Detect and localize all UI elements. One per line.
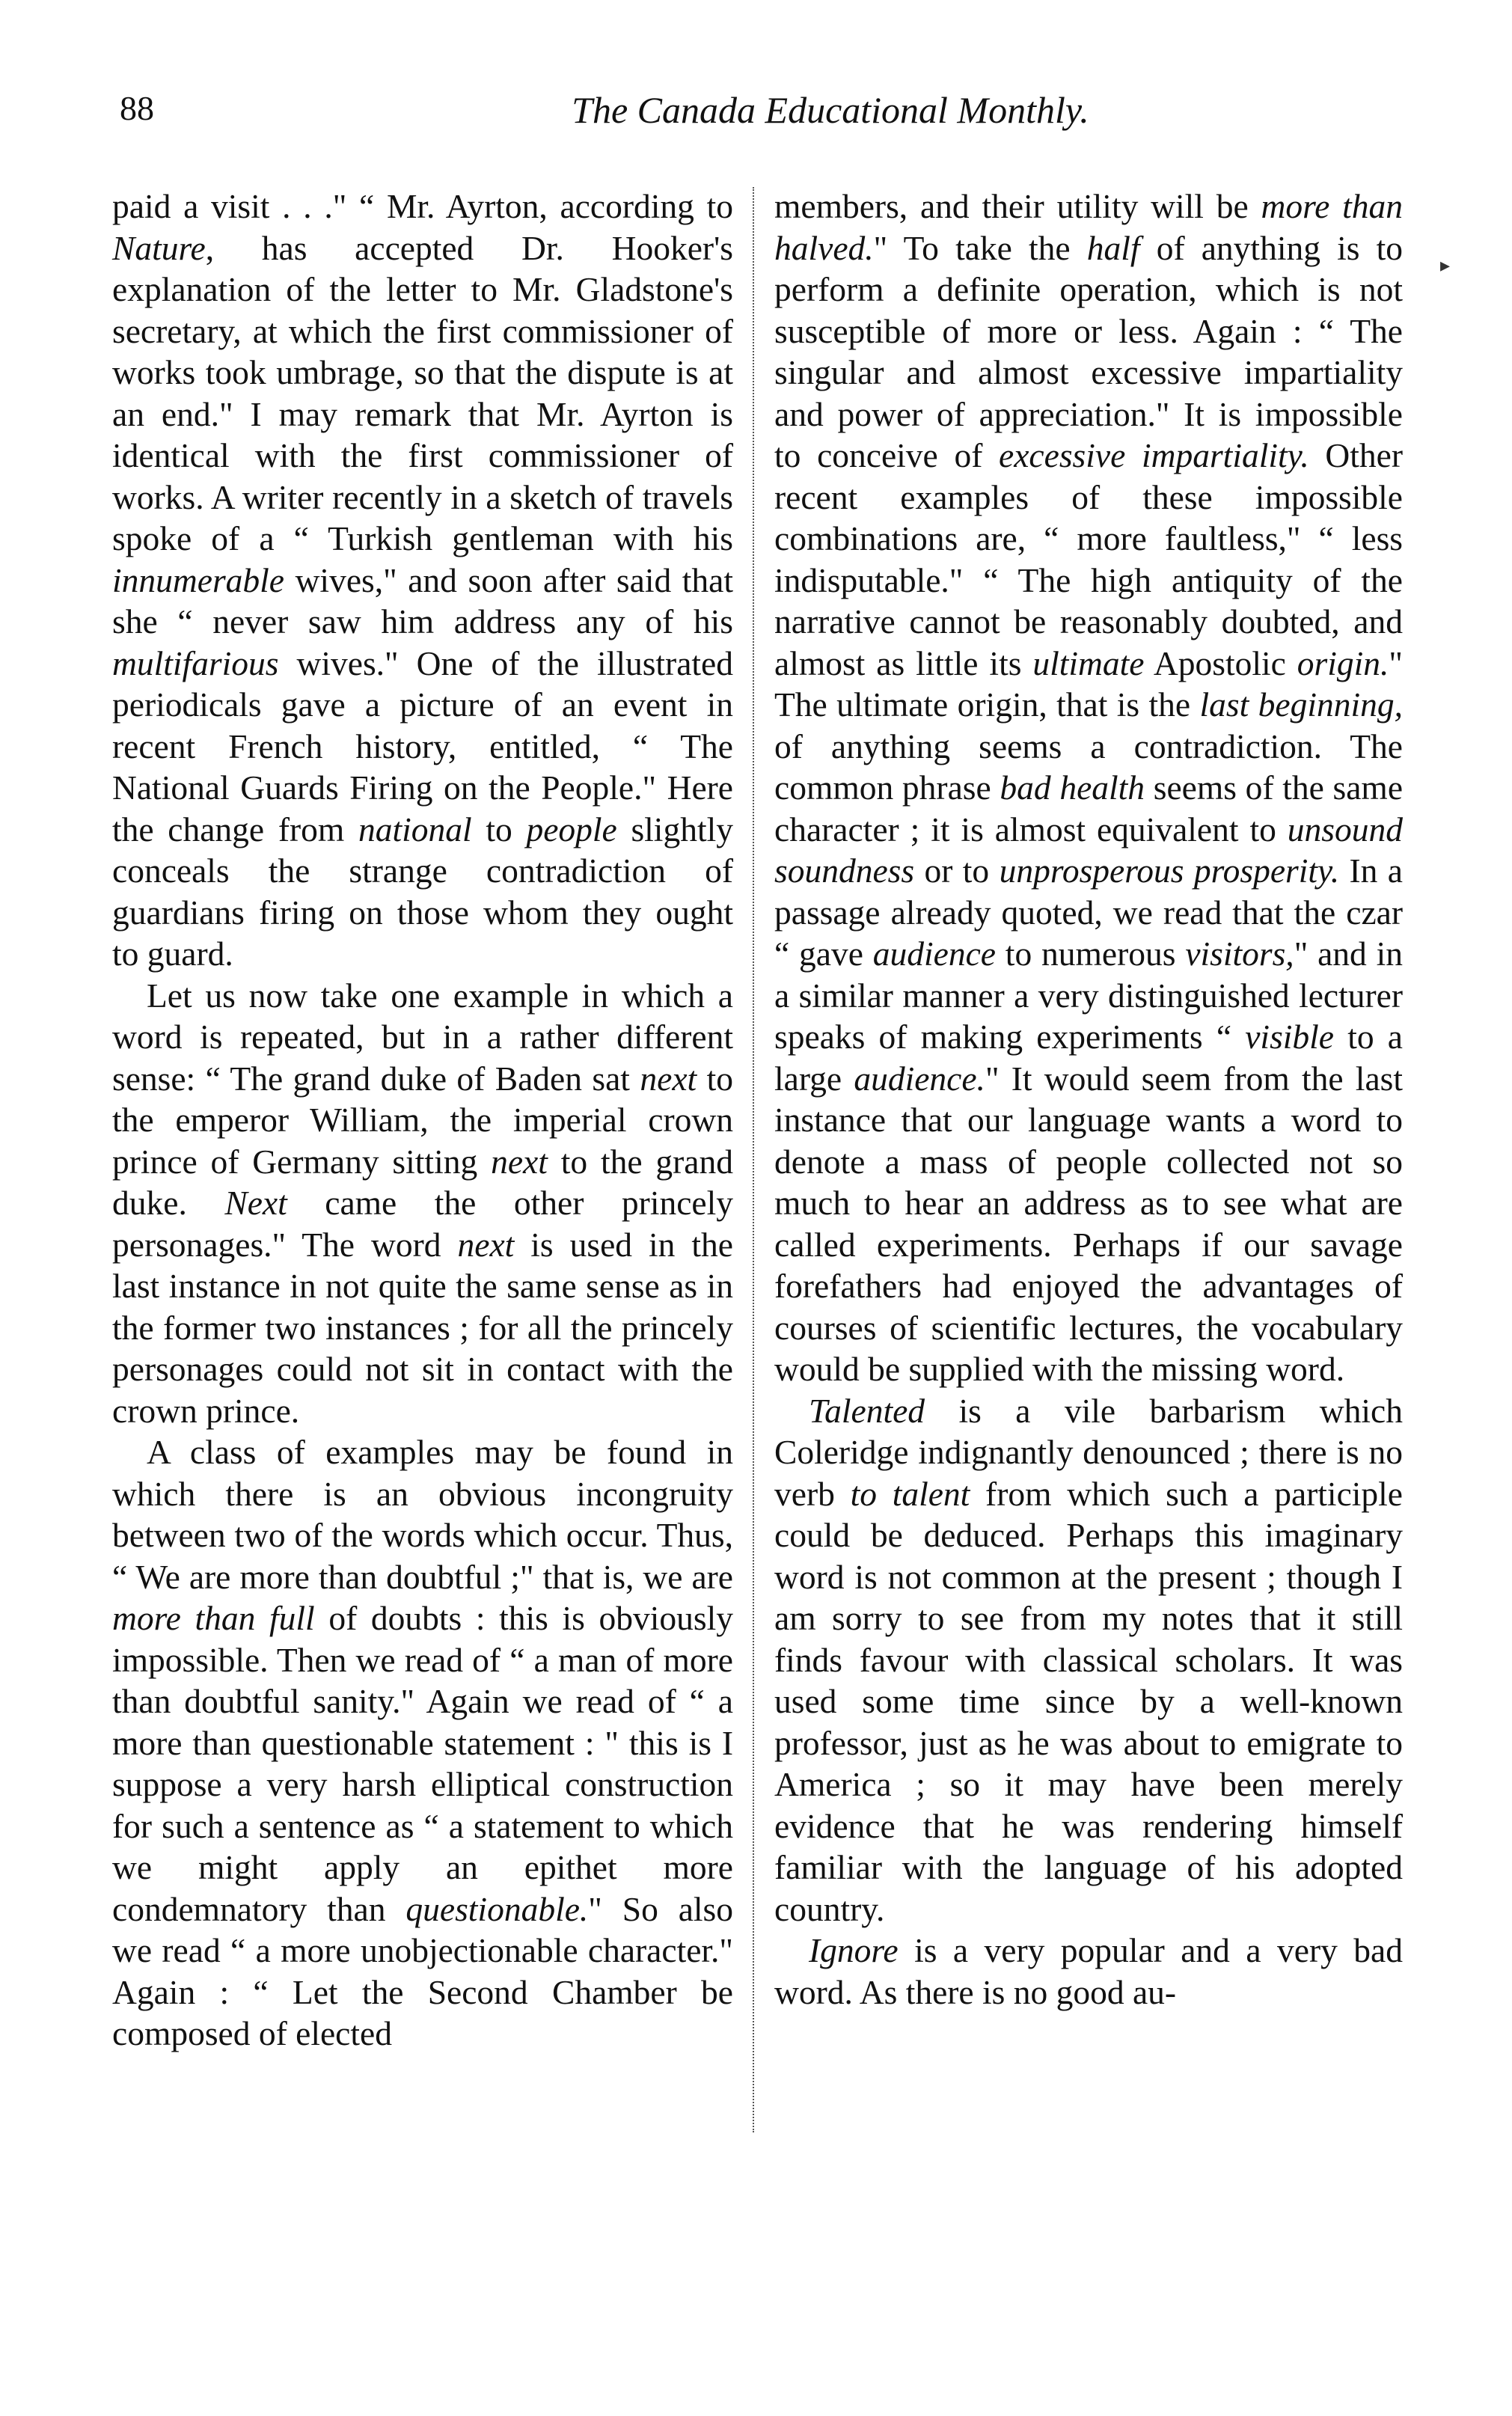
text-run: wives," and soon after said that she “ never saw him address any of his bbox=[112, 560, 733, 640]
right-paragraph-1 bbox=[774, 186, 1403, 1390]
italic-run: more than halved. bbox=[774, 187, 1403, 267]
italic-run: bad health bbox=[1000, 768, 1145, 807]
italic-run: audience. bbox=[854, 1059, 985, 1098]
text-run: is a vile barbarism which Coleridge indignantly denounced ; there is no verb bbox=[774, 1391, 1403, 1513]
page-number: 88 bbox=[120, 89, 154, 127]
text-run: " The ultimate origin, that is the bbox=[774, 643, 1403, 724]
text-run: Other recent examples of these impossible combinations are, “ more faultless," “ less indisputable." “ The high antiquity of the narrative cannot be reasonably doubted, and almost as little its bbox=[774, 436, 1403, 682]
text-run: of anything is to perform a definite operation, which is not susceptible of more or less. Again : “ The singular and almost excessive impartiality and power of appreciation." It is impossible to conceive of bbox=[774, 228, 1403, 474]
italic-run: Talented bbox=[809, 1391, 925, 1430]
italic-run: visitors, bbox=[1185, 935, 1294, 973]
text-run: " So also we read “ a more unobjectionable character." Again : “ Let the Second Chamber be composed of elected bbox=[112, 1889, 733, 2052]
text-run: to the emperor William, the imperial crown prince of Germany sitting bbox=[112, 1059, 733, 1181]
italic-run: to talent bbox=[850, 1474, 970, 1513]
text-run: Let us now take one example in which a word is repeated, but in a rather different sense: “ The grand duke of Baden sat bbox=[112, 976, 733, 1098]
italic-run: Ignore bbox=[809, 1931, 899, 1969]
italic-run: innumerable bbox=[112, 560, 284, 599]
text-run: of doubts : this is obviously impossible. Then we read of “ a man of more than doubtful sanity." Again we read of “ a more than questionable statement : " this is I suppose a very harsh elliptical construction for such a sentence as “ a statement to which we might apply an epithet more condemnatory than bbox=[112, 1599, 734, 1928]
italic-run: multifarious bbox=[112, 643, 279, 682]
text-run: or to bbox=[914, 851, 1000, 890]
column-divider bbox=[753, 187, 754, 2132]
italic-run: Nature bbox=[112, 228, 206, 267]
margin-arrow-icon: ▸ bbox=[1440, 254, 1451, 277]
text-run: came the other princely personages." The word bbox=[112, 1184, 733, 1264]
italic-run: questionable. bbox=[405, 1889, 589, 1928]
left-paragraph-3 bbox=[112, 1431, 733, 2055]
italic-run: unsound soundness bbox=[774, 810, 1403, 890]
italic-run: next bbox=[491, 1142, 548, 1181]
left-column bbox=[112, 186, 733, 2055]
italic-run: visible bbox=[1245, 1018, 1335, 1056]
text-run: of anything seems a contradiction. The common phrase bbox=[774, 727, 1403, 807]
italic-run: people bbox=[526, 810, 617, 848]
italic-run: half bbox=[1086, 228, 1140, 267]
right-paragraph-2 bbox=[774, 1390, 1403, 1930]
text-run: Apostolic bbox=[1144, 643, 1297, 682]
italic-run: more than full bbox=[112, 1599, 315, 1637]
text-run: members, and their utility will be bbox=[774, 187, 1261, 225]
italic-run: next bbox=[640, 1059, 697, 1098]
italic-run: last beginning, bbox=[1199, 685, 1403, 724]
text-run: paid a visit . . ." “ Mr. Ayrton, according to bbox=[112, 187, 733, 225]
text-run: " To take the bbox=[873, 228, 1087, 267]
text-run: " and in a similar manner a very distinguished lecturer speaks of making experiments “ bbox=[774, 935, 1403, 1056]
italic-run: ultimate bbox=[1032, 643, 1145, 682]
text-run: seems of the same character ; it is almost equivalent to bbox=[774, 768, 1404, 848]
italic-run: national bbox=[358, 810, 472, 848]
text-run: is used in the last instance in not quite the same sense as in the former two instances ; for all the princely personages could not sit in contact with the crown prince. bbox=[112, 1225, 733, 1430]
text-run: In a passage already quoted, we read that the czar “ gave bbox=[774, 851, 1403, 973]
text-run: slightly conceals the strange contradiction of guardians firing on those whom they ought to guard. bbox=[112, 810, 733, 973]
text-run: , has accepted Dr. Hooker's explanation of the letter to Mr. Gladstone's secretary, at which the first commissioner of works took umbrage, so that the dispute is at an end." I may remark that Mr. Ayrton is identical with the first commissioner of works. A writer recently in a sketch of travels spoke of a “ Turkish gentleman with his bbox=[112, 228, 733, 557]
running-title: The Canada Educational Monthly. bbox=[572, 89, 1089, 131]
text-run: to a large bbox=[774, 1018, 1403, 1098]
italic-run: unprosperous prosperity. bbox=[999, 851, 1340, 890]
text-run: to the grand duke. bbox=[112, 1142, 733, 1222]
text-run: " It would seem from the last instance that our language wants a word to denote a mass of people collected not so much to hear an address as to see what are called experiments. Perhaps if our savage forefathers had enjoyed the advantages of courses of scientific lectures, the vocabulary would be supplied with the missing word. bbox=[774, 1059, 1403, 1388]
left-paragraph-2 bbox=[112, 975, 733, 1432]
right-paragraph-3 bbox=[774, 1930, 1403, 2013]
text-run: to numerous bbox=[995, 935, 1186, 973]
text-run: A class of examples may be found in which there is an obvious incongruity between two of the words which occur. Thus, “ We are more than doubtful ;" that is, we are bbox=[112, 1433, 733, 1596]
italic-run: origin. bbox=[1297, 643, 1389, 682]
italic-run: next bbox=[457, 1225, 515, 1264]
italic-run: Next bbox=[224, 1184, 287, 1222]
text-run: wives." One of the illustrated periodicals gave a picture of an event in recent French history, entitled, “ The National Guards Firing on the People." Here the change from bbox=[112, 643, 733, 848]
text-run: is a very popular and a very bad word. As there is no good au- bbox=[774, 1931, 1403, 2011]
page-header bbox=[120, 88, 1392, 156]
right-column bbox=[774, 186, 1403, 2013]
italic-run: audience bbox=[872, 935, 996, 973]
left-paragraph-1 bbox=[112, 186, 733, 975]
text-run: from which such a participle could be deduced. Perhaps this imaginary word is not common at the present ; though I am sorry to see from my notes that it still finds favour with classical scholars. It was used some time since by a well-known professor, just as he was about to emigrate to America ; so it may have been merely evidence that he was rendering himself familiar with the language of his adopted country. bbox=[774, 1474, 1403, 1928]
text-run: to bbox=[471, 810, 527, 848]
italic-run: excessive impartiality. bbox=[999, 436, 1309, 474]
